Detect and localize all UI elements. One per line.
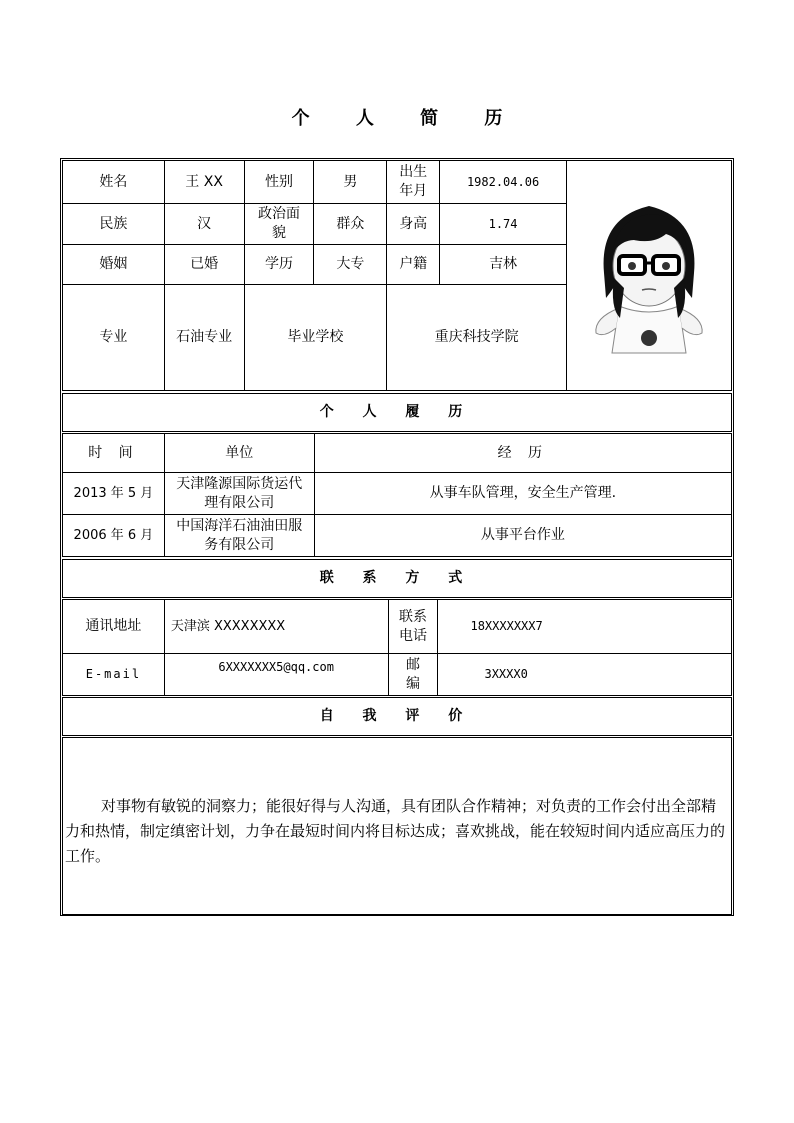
basic-info-table — [62, 160, 732, 391]
education-label: 学历 — [244, 245, 314, 285]
history-time: 2006 年 6 月 — [63, 515, 165, 557]
school-value: 重庆科技学院 — [387, 285, 567, 391]
history-col-time: 时 间 — [63, 434, 165, 473]
hukou-label: 户籍 — [387, 245, 440, 285]
history-exp: 从事车队管理，安全生产管理. — [314, 473, 731, 515]
zip-label: 邮编 — [388, 654, 438, 696]
self-eval-header-table — [62, 697, 732, 736]
photo-cell — [566, 161, 731, 391]
birth-value: 1982.04.06 — [440, 161, 567, 204]
ethnic-value: 汉 — [164, 204, 244, 245]
avatar-photo-icon — [574, 178, 724, 368]
name-label: 姓名 — [63, 161, 165, 204]
contact-table — [62, 599, 732, 696]
table-row — [63, 473, 732, 515]
contact-section-title: 联 系 方 式 — [63, 560, 732, 598]
education-value: 大专 — [314, 245, 387, 285]
height-label: 身高 — [387, 204, 440, 245]
history-header-table — [62, 393, 732, 432]
height-value: 1.74 — [440, 204, 567, 245]
gender-value: 男 — [314, 161, 387, 204]
address-value: 天津滨 XXXXXXXX — [164, 600, 388, 654]
page-title: 个 人 简 历 — [291, 108, 523, 129]
history-col-unit: 单位 — [164, 434, 314, 473]
history-table — [62, 433, 732, 557]
zip-value: 3XXXX0 — [438, 654, 732, 696]
email-value: 6XXXXXXX5@qq.com — [164, 654, 388, 696]
history-section-title: 个 人 履 历 — [63, 394, 732, 432]
political-value: 群众 — [314, 204, 387, 245]
address-label: 通讯地址 — [63, 600, 165, 654]
history-unit: 中国海洋石油油田服务有限公司 — [164, 515, 314, 557]
ethnic-label: 民族 — [63, 204, 165, 245]
birth-label: 出生年月 — [387, 161, 440, 204]
contact-header-table — [62, 559, 732, 598]
history-col-exp: 经 历 — [314, 434, 731, 473]
history-exp: 从事平台作业 — [314, 515, 731, 557]
marriage-label: 婚姻 — [63, 245, 165, 285]
school-label: 毕业学校 — [244, 285, 387, 391]
email-label: E-mail — [63, 654, 165, 696]
phone-value: 18XXXXXXX7 — [438, 600, 732, 654]
self-eval-text: 对事物有敏锐的洞察力；能很好得与人沟通，具有团队合作精神；对负责的工作会付出全部精力和热情，制定缜密计划，力争在最短时间内将目标达成；喜欢挑战，能在较短时间内适应高压力的工作。 — [63, 738, 732, 915]
table-row — [63, 515, 732, 557]
gender-label: 性别 — [244, 161, 314, 204]
name-value: 王 XX — [164, 161, 244, 204]
major-label: 专业 — [63, 285, 165, 391]
marriage-value: 已婚 — [164, 245, 244, 285]
history-unit: 天津隆源国际货运代理有限公司 — [164, 473, 314, 515]
political-label: 政治面貌 — [244, 204, 314, 245]
self-eval-table — [62, 737, 732, 915]
history-time: 2013 年 5 月 — [63, 473, 165, 515]
major-value: 石油专业 — [164, 285, 244, 391]
hukou-value: 吉林 — [440, 245, 567, 285]
self-eval-section-title: 自 我 评 价 — [63, 698, 732, 736]
phone-label: 联系电话 — [388, 600, 438, 654]
